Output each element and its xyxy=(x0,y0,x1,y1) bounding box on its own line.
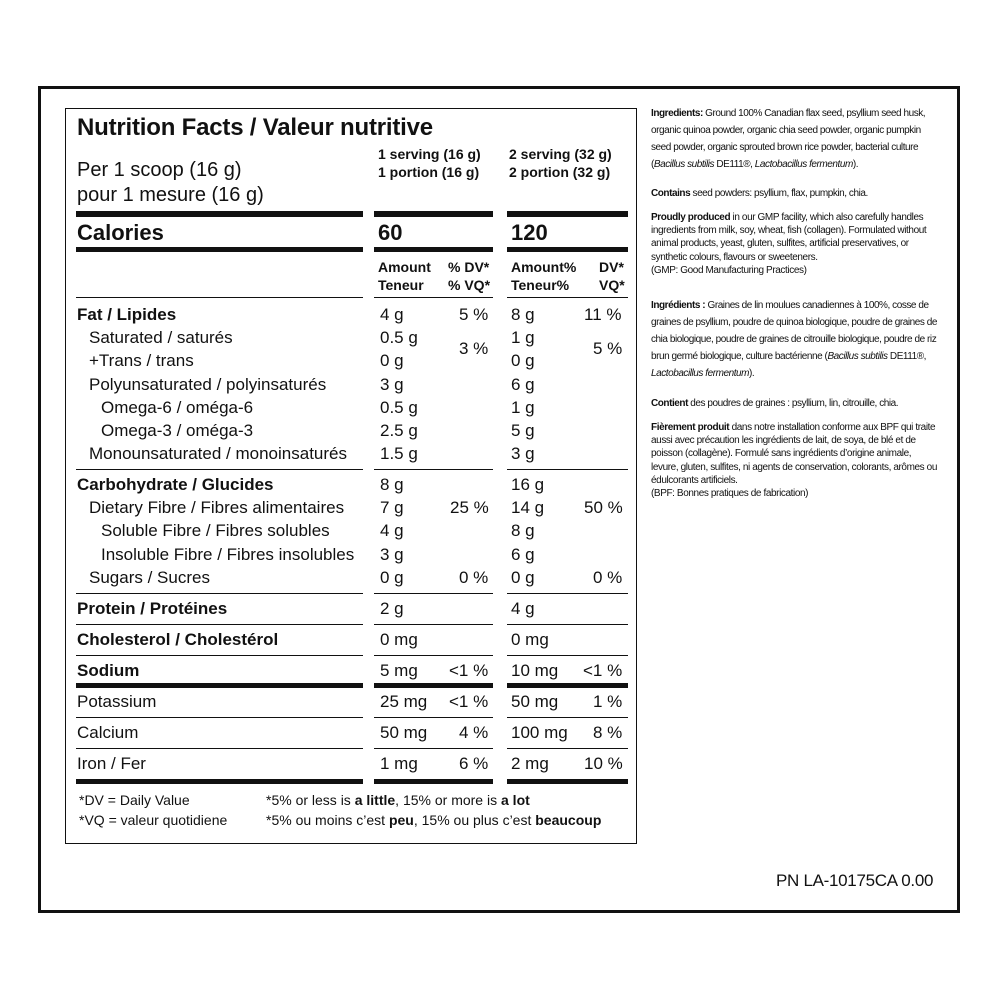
row-omega6-amount1: 0.5 g xyxy=(380,398,418,417)
subhead-vq-2: VQ* xyxy=(599,277,625,293)
row-soluble-amount1: 4 g xyxy=(380,521,404,540)
row-calcium-label: Calcium xyxy=(77,723,139,742)
row-fibre-amount1: 7 g xyxy=(380,498,404,517)
rule-carb-col2 xyxy=(507,593,628,594)
row-sodium-label: Sodium xyxy=(77,661,140,680)
row-saturated-amount1: 0.5 g xyxy=(380,328,418,347)
row-sat-trans-dv2: 5 % xyxy=(593,339,623,358)
rule-calcium-col2 xyxy=(507,748,628,749)
row-potassium-amount1: 25 mg xyxy=(380,692,428,711)
row-fat-label: Fat / Lipides xyxy=(77,305,177,324)
rule-thick-iron-label xyxy=(76,779,363,784)
row-polyunsaturated-label: Polyunsaturated / polyinsaturés xyxy=(89,375,327,394)
row-calcium-amount1: 50 mg xyxy=(380,723,428,742)
calories-label: Calories xyxy=(77,220,164,245)
row-potassium-label: Potassium xyxy=(77,692,157,711)
rule-calcium-col1 xyxy=(374,748,493,749)
subhead-amount-1: Amount xyxy=(378,259,431,275)
row-protein-label: Protein / Protéines xyxy=(77,599,228,618)
row-omega3-label: Omega-3 / oméga-3 xyxy=(101,421,254,440)
rule-carb-col1 xyxy=(374,593,493,594)
subhead-amount-2: Amount% xyxy=(511,259,577,275)
row-carbohydrate-amount1: 8 g xyxy=(380,475,404,494)
row-iron-amount1: 1 mg xyxy=(380,754,418,773)
row-saturated-amount2: 1 g xyxy=(511,328,535,347)
row-insoluble-label: Insoluble Fibre / Fibres insolubles xyxy=(101,545,355,564)
rule-thick-serving-col2 xyxy=(507,211,628,217)
rule-potassium-label xyxy=(76,717,363,718)
row-omega6-amount2: 1 g xyxy=(511,398,535,417)
rule-fat-label xyxy=(76,469,363,470)
row-protein-amount2: 4 g xyxy=(511,599,535,618)
rule-thick-iron-col1 xyxy=(374,779,493,784)
row-fibre-dv2: 50 % xyxy=(584,498,623,517)
rule-subhead-label xyxy=(76,297,363,298)
footnote-percent-en: *5% or less is a little, 15% or more is a lot xyxy=(266,792,530,808)
rule-potassium-col2 xyxy=(507,717,628,718)
rule-cholesterol-col2 xyxy=(507,655,628,656)
row-cholesterol-amount1: 0 mg xyxy=(380,630,418,649)
rule-thick-serving-col1 xyxy=(374,211,493,217)
contains-fr: Contient des poudres de graines : psyllium, lin, citrouille, chia. xyxy=(651,398,899,409)
ingredients-en: Ingredients: Ground 100% Canadian flax seed, psyllium seed husk, organic quinoa powder, organic chia seed powder, organic pumpkin seed powder, organic sprouted brown rice powder, bacterial culture (Bacillus subtilis DE111®, Lactobacillus fermentum). xyxy=(651,108,926,170)
footnote-dv: *DV = Daily Value xyxy=(79,792,190,808)
rule-thick-serving-label xyxy=(76,211,363,217)
footnote-vq: *VQ = valeur quotidiene xyxy=(79,812,228,828)
subhead-teneur-1: Teneur xyxy=(378,277,424,293)
row-fat-amount1: 4 g xyxy=(380,305,404,324)
row-calcium-amount2: 100 mg xyxy=(511,723,568,742)
rule-fat-col1 xyxy=(374,469,493,470)
row-sugars-amount1: 0 g xyxy=(380,568,404,587)
rule-cholesterol-col1 xyxy=(374,655,493,656)
nutrition-title: Nutrition Facts / Valeur nutritive xyxy=(77,114,433,141)
subhead-vq-1: % VQ* xyxy=(448,277,491,293)
calories-col2: 120 xyxy=(511,220,548,245)
row-monounsaturated-amount1: 1.5 g xyxy=(380,444,418,463)
row-potassium-amount2: 50 mg xyxy=(511,692,559,711)
row-polyunsaturated-amount1: 3 g xyxy=(380,375,404,394)
rule-thick-iron-col2 xyxy=(507,779,628,784)
rule-cholesterol-label xyxy=(76,655,363,656)
row-sodium-dv1: <1 % xyxy=(449,661,489,680)
facility-statement-en: Proudly produced in our GMP facility, which also carefully handles ingredients from milk, soy, wheat, fish (collagen). Formulated without animal products, yeast, gluten, sulfites, artificial preservatives, or synthetic colours, flavours or sweeteners. (GMP: Good Manufacturing Practices) xyxy=(651,212,927,276)
rule-potassium-col1 xyxy=(374,717,493,718)
row-trans-amount2: 0 g xyxy=(511,351,535,370)
row-potassium-dv1: <1 % xyxy=(449,692,489,711)
rule-thick-calories-col2 xyxy=(507,247,628,252)
row-fat-amount2: 8 g xyxy=(511,305,535,324)
rule-carb-label xyxy=(76,593,363,594)
row-monounsaturated-amount2: 3 g xyxy=(511,444,535,463)
row-sat-trans-dv1: 3 % xyxy=(459,339,489,358)
row-trans-label: +Trans / trans xyxy=(89,351,194,370)
rule-protein-col1 xyxy=(374,624,493,625)
facility-statement-fr: Fièrement produit dans notre installation conforme aux BPF qui traite aussi avec précaution les ingrédients de lait, de soya, de blé et de poisson (collagène). Formulé sans ingrédients d’origine animale, levure, gluten, sulfites, ni agents de conservation, colorants, arômes ou édulcorants artificiels. (BPF: Bonnes pratiques de fabrication) xyxy=(651,422,937,500)
rule-thick-sodium-label xyxy=(76,683,363,688)
row-polyunsaturated-amount2: 6 g xyxy=(511,375,535,394)
part-number: PN LA-10175CA 0.00 xyxy=(776,871,934,890)
row-fibre-amount2: 14 g xyxy=(511,498,545,517)
row-iron-label: Iron / Fer xyxy=(77,754,146,773)
row-iron-dv2: 10 % xyxy=(584,754,623,773)
subhead-teneur-2: Teneur% xyxy=(511,277,570,293)
row-fat-dv1: 5 % xyxy=(459,305,489,324)
row-omega6-label: Omega-6 / oméga-6 xyxy=(101,398,254,417)
row-cholesterol-amount2: 0 mg xyxy=(511,630,549,649)
row-omega3-amount1: 2.5 g xyxy=(380,421,418,440)
footnote-percent-fr: *5% ou moins c’est peu, 15% ou plus c’est beaucoup xyxy=(266,812,602,828)
col2-header-en: 2 serving (32 g) xyxy=(509,146,612,162)
row-iron-amount2: 2 mg xyxy=(511,754,549,773)
rule-thick-sodium-col2 xyxy=(507,683,628,688)
rule-protein-label xyxy=(76,624,363,625)
row-cholesterol-label: Cholesterol / Cholestérol xyxy=(77,630,279,649)
col1-header-en: 1 serving (16 g) xyxy=(378,146,481,162)
row-sugars-amount2: 0 g xyxy=(511,568,535,587)
row-insoluble-amount1: 3 g xyxy=(380,545,404,564)
row-carbohydrate-amount2: 16 g xyxy=(511,475,545,494)
row-sugars-dv2: 0 % xyxy=(593,568,623,587)
subhead-dv-1: % DV* xyxy=(448,259,490,275)
row-fibre-dv1: 25 % xyxy=(450,498,489,517)
contains-en: Contains seed powders: psyllium, flax, pumpkin, chia. xyxy=(651,188,868,199)
rule-subhead-col1 xyxy=(374,297,493,298)
row-iron-dv1: 6 % xyxy=(459,754,489,773)
row-sugars-dv1: 0 % xyxy=(459,568,489,587)
row-sodium-amount1: 5 mg xyxy=(380,661,418,680)
row-sodium-dv2: <1 % xyxy=(583,661,623,680)
row-monounsaturated-label: Monounsaturated / monoinsaturés xyxy=(89,444,347,463)
col1-header-fr: 1 portion (16 g) xyxy=(378,164,480,180)
row-calcium-dv1: 4 % xyxy=(459,723,489,742)
row-insoluble-amount2: 6 g xyxy=(511,545,535,564)
row-omega3-amount2: 5 g xyxy=(511,421,535,440)
row-sugars-label: Sugars / Sucres xyxy=(89,568,210,587)
ingredients-fr: Ingrédients : Graines de lin moulues canadiennes à 100%, cosse de graines de psyllium, poudre de quinoa biologique, poudre de graines de chia biologique, poudre de graines de citrouille biologique, poudre de riz brun germé biologique, culture bactérienne (Bacillus subtilis DE111®, Lactobacillus fermentum). xyxy=(651,300,937,379)
row-potassium-dv2: 1 % xyxy=(593,692,623,711)
row-calcium-dv2: 8 % xyxy=(593,723,623,742)
rule-thick-calories-col1 xyxy=(374,247,493,252)
row-soluble-amount2: 8 g xyxy=(511,521,535,540)
row-protein-amount1: 2 g xyxy=(380,599,404,618)
rule-subhead-col2 xyxy=(507,297,628,298)
row-saturated-label: Saturated / saturés xyxy=(89,328,233,347)
serving-size-en: Per 1 scoop (16 g) xyxy=(77,159,242,181)
row-fat-dv2: 11 % xyxy=(584,305,622,324)
calories-col1: 60 xyxy=(378,220,403,245)
subhead-dv-2: DV* xyxy=(599,259,624,275)
rule-protein-col2 xyxy=(507,624,628,625)
row-fibre-label: Dietary Fibre / Fibres alimentaires xyxy=(89,498,345,517)
row-sodium-amount2: 10 mg xyxy=(511,661,559,680)
rule-thick-calories-label xyxy=(76,247,363,252)
serving-size-fr: pour 1 mesure (16 g) xyxy=(77,184,264,206)
row-soluble-label: Soluble Fibre / Fibres solubles xyxy=(101,521,330,540)
rule-fat-col2 xyxy=(507,469,628,470)
col2-header-fr: 2 portion (32 g) xyxy=(509,164,611,180)
row-trans-amount1: 0 g xyxy=(380,351,404,370)
row-carbohydrate-label: Carbohydrate / Glucides xyxy=(77,475,274,494)
rule-thick-sodium-col1 xyxy=(374,683,493,688)
rule-calcium-label xyxy=(76,748,363,749)
